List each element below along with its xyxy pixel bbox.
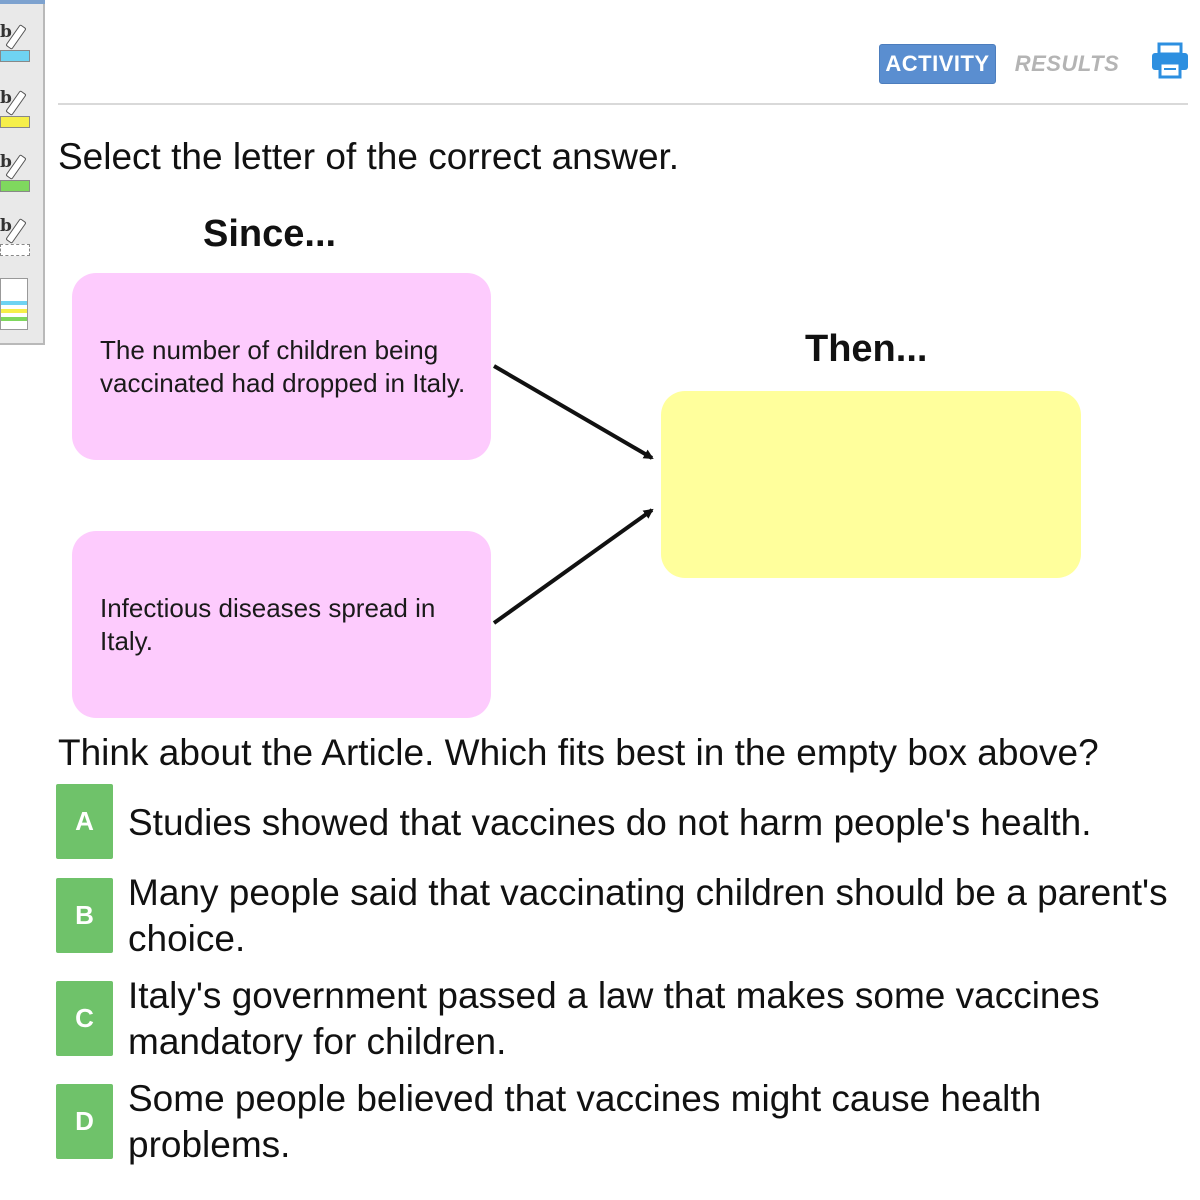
choice-a-letter-button[interactable]: A bbox=[56, 784, 113, 859]
since-label: Since... bbox=[203, 213, 337, 255]
highlighter-blue-button[interactable] bbox=[0, 20, 32, 64]
question-text: Think about the Article. Which fits best in the empty box above? bbox=[58, 732, 1099, 773]
choice-b-letter-button[interactable]: B bbox=[56, 878, 113, 953]
highlighter-green-button[interactable] bbox=[0, 150, 32, 194]
toolbar-top-accent bbox=[0, 0, 45, 4]
cause-box-2 bbox=[72, 531, 491, 718]
arrow-1 bbox=[494, 366, 652, 458]
eraser-highlight-icon: b bbox=[0, 216, 12, 236]
instruction-text: Select the letter of the correct answer. bbox=[58, 136, 680, 177]
then-label: Then... bbox=[805, 328, 928, 370]
cause-text-1: The number of children being vaccinated had dropped in Italy. bbox=[100, 334, 466, 398]
notes-icon[interactable] bbox=[0, 278, 28, 330]
header-divider bbox=[58, 103, 1188, 105]
tab-results[interactable]: RESULTS bbox=[1014, 51, 1120, 76]
highlighter-yellow-button[interactable] bbox=[0, 86, 32, 130]
cause-box-1 bbox=[72, 273, 491, 460]
choice-a-text: Studies showed that vaccines do not harm people's health. bbox=[128, 802, 1092, 843]
highlighter-toolbar bbox=[0, 0, 45, 345]
choice-b-text: Many people said that vaccinating children should be a parent's choice. bbox=[128, 872, 1168, 959]
arrow-2 bbox=[494, 510, 652, 623]
highlighter-yellow-icon: b bbox=[0, 88, 12, 108]
choice-c-text: Italy's government passed a law that makes some vaccines mandatory for children. bbox=[128, 975, 1100, 1062]
printer-icon bbox=[1150, 42, 1190, 80]
highlighter-green-icon: b bbox=[0, 152, 12, 172]
effect-box-empty bbox=[661, 391, 1081, 578]
choice-d-letter-button[interactable]: D bbox=[56, 1084, 113, 1159]
choice-d-text: Some people believed that vaccines might cause health problems. bbox=[128, 1078, 1042, 1165]
highlighter-blue-icon: b bbox=[0, 22, 12, 42]
choice-c-letter-button[interactable]: C bbox=[56, 981, 113, 1056]
cause-text-2: Infectious diseases spread in Italy. bbox=[100, 592, 436, 656]
tab-activity[interactable]: ACTIVITY bbox=[879, 44, 996, 84]
print-button[interactable] bbox=[1150, 42, 1190, 80]
eraser-highlight-button[interactable] bbox=[0, 214, 32, 258]
